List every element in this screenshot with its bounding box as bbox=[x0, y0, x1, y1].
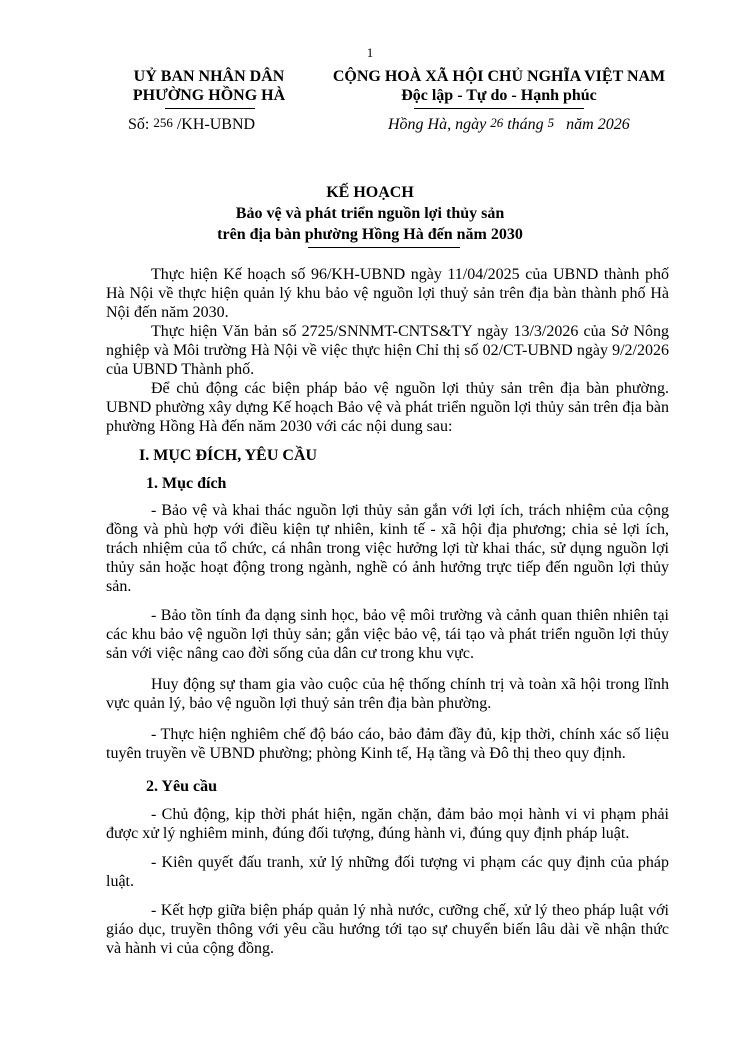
doc-no-number: 256 bbox=[153, 115, 173, 130]
page-number: 1 bbox=[366, 45, 374, 60]
date-prefix: Hồng Hà, ngày bbox=[388, 116, 487, 133]
document-title: KẾ HOẠCH bbox=[326, 184, 414, 201]
requirement-paragraph-1: - Chủ động, kịp thời phát hiện, ngăn chặn, đảm bảo mọi hành vi vi phạm phải được xử lý nghiêm minh, đúng đối tượng, đúng hành vi, đúng quy định pháp luật. bbox=[106, 806, 669, 842]
document-date bbox=[388, 116, 630, 134]
document-number bbox=[128, 116, 255, 134]
title-underline bbox=[308, 247, 460, 248]
purpose-paragraph-1: - Bảo vệ và khai thác nguồn lợi thủy sản gắn với lợi ích, trách nhiệm của cộng đồng và phù hợp với điều kiện tự nhiên, kinh tế - xã hội địa phương; chia sẻ lợi ích, trách nhiệm của tổ chức, cá nhân trong việc hưởng lợi từ khai thác, sử dụng nguồn lợi thủy sản hoặc hoạt động trong ngành, nghề có ảnh hưởng trực tiếp đến nguồn lợi thủy sản. bbox=[106, 502, 669, 595]
motto-underline bbox=[414, 108, 584, 109]
purpose-paragraph-3: Huy động sự tham gia vào cuộc của hệ thống chính trị và toàn xã hội trong lĩnh vực quản lý, bảo vệ nguồn lợi thuỷ sản trên địa bàn phường. bbox=[106, 676, 669, 712]
national-motto bbox=[320, 67, 678, 105]
document-subtitle-line1: Bảo vệ và phát triển nguồn lợi thủy sản bbox=[235, 205, 505, 222]
doc-no-prefix: Số: bbox=[128, 116, 150, 133]
subsection-heading-requirements: 2. Yêu cầu bbox=[146, 778, 217, 795]
date-month-word: tháng bbox=[507, 116, 544, 133]
intro-paragraph-3: Để chủ động các biện pháp bảo vệ nguồn lợi thủy sản trên địa bàn phường. UBND phường xây dựng Kế hoạch Bảo vệ và phát triển nguồn lợi thủy sản trên địa bàn phường Hồng Hà đến năm 2030 với các nội dung sau: bbox=[106, 380, 669, 435]
issuing-org-line2: PHƯỜNG HỒNG HÀ bbox=[132, 87, 286, 104]
issuing-org bbox=[98, 67, 320, 105]
intro-paragraph-1: Thực hiện Kế hoạch số 96/KH-UBND ngày 11/04/2025 của UBND thành phố Hà Nội về thực hiện quản lý khu bảo vệ nguồn lợi thuỷ sản trên địa bàn thành phố Hà Nội đến năm 2030. bbox=[106, 266, 669, 321]
motto: Độc lập - Tự do - Hạnh phúc bbox=[401, 87, 597, 104]
purpose-paragraph-4: - Thực hiện nghiêm chế độ báo cáo, bảo đảm đầy đủ, kịp thời, chính xác số liệu tuyên truyền về UBND phường; phòng Kinh tế, Hạ tầng và Đô thị theo quy định. bbox=[106, 726, 669, 762]
date-month: 5 bbox=[547, 115, 555, 130]
intro-paragraph-2: Thực hiện Văn bản số 2725/SNNMT-CNTS&TY ngày 13/3/2026 của Sở Nông nghiệp và Môi trường Hà Nội về việc thực hiện Chỉ thị số 02/CT-UBND ngày 9/2/2026 của UBND Thành phố. bbox=[106, 323, 669, 378]
date-day: 26 bbox=[490, 115, 504, 130]
document-subtitle-line2: trên địa bàn phường Hồng Hà đến năm 2030 bbox=[217, 226, 523, 243]
section-heading-purpose-requirements: I. MỤC ĐÍCH, YÊU CẦU bbox=[139, 447, 318, 464]
nation-name: CỘNG HOÀ XÃ HỘI CHỦ NGHĨA VIỆT NAM bbox=[332, 68, 666, 85]
issuing-org-line1: UỶ BAN NHÂN DÂN bbox=[133, 68, 285, 85]
requirement-paragraph-2: - Kiên quyết đấu tranh, xử lý những đối tượng vi phạm các quy định của pháp luật. bbox=[106, 854, 669, 890]
date-year: năm 2026 bbox=[566, 116, 630, 133]
document-body bbox=[106, 265, 669, 958]
subsection-heading-purpose: 1. Mục đích bbox=[146, 475, 227, 492]
org-underline bbox=[165, 108, 255, 109]
purpose-paragraph-2: - Bảo tồn tính đa dạng sinh học, bảo vệ môi trường và cảnh quan thiên nhiên tại các khu bảo vệ nguồn lợi thủy sản; gắn việc bảo vệ, tái tạo và phát triển nguồn lợi thủy sản với việc nâng cao đời sống của dân cư trong khu vực. bbox=[106, 607, 669, 662]
doc-no-suffix: /KH-UBND bbox=[176, 116, 256, 133]
requirement-paragraph-3: - Kết hợp giữa biện pháp quản lý nhà nước, cưỡng chế, xử lý theo pháp luật với giáo dục, truyền thông với yêu cầu hướng tới tạo sự chuyển biến lâu dài về nhận thức và hành vi của cộng đồng. bbox=[106, 902, 669, 957]
